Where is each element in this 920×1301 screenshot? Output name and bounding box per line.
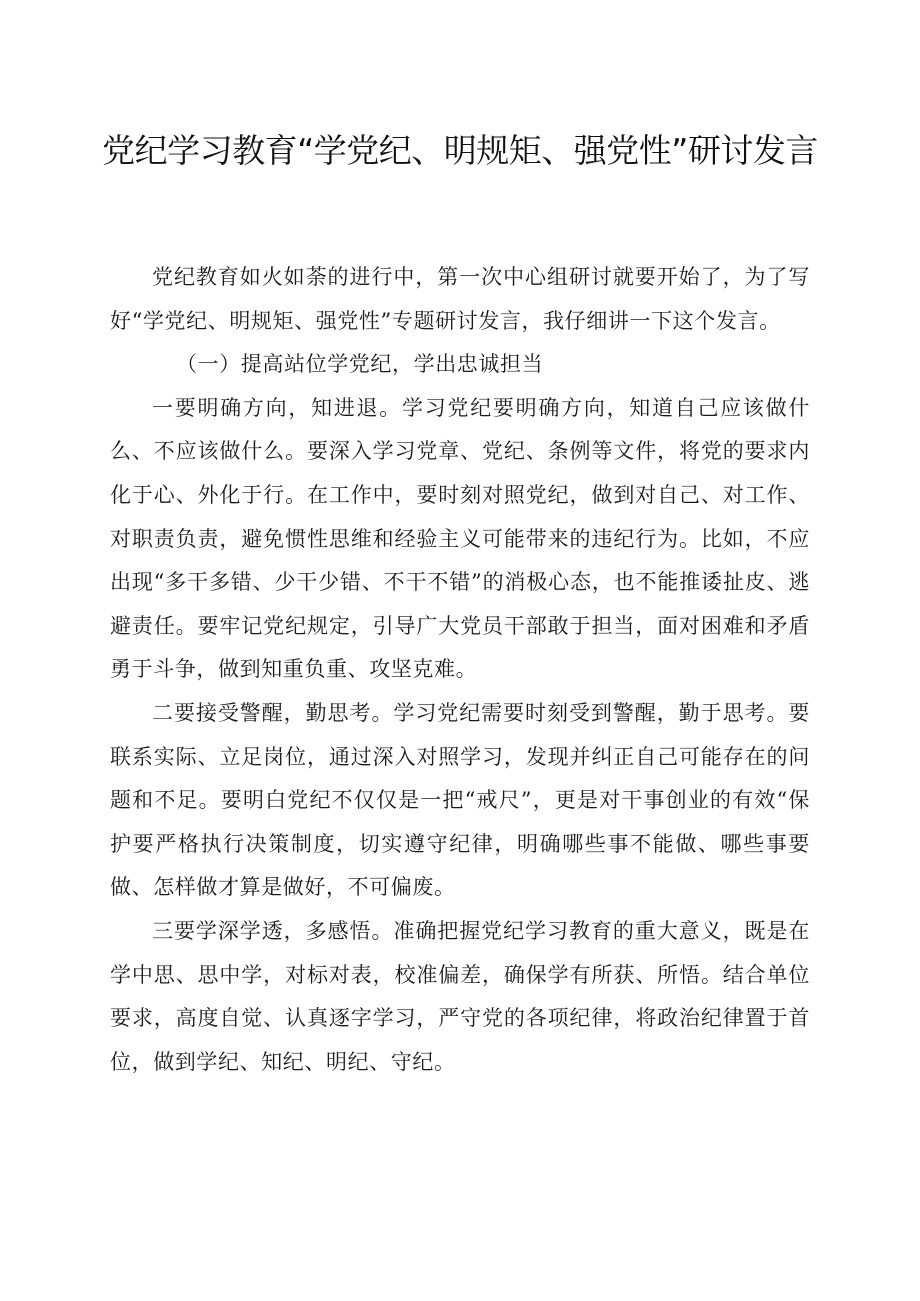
document-title: 党纪学习教育“学党纪、明规矩、强党性”研讨发言 — [102, 131, 818, 170]
body-paragraph-2: 二要接受警醒，勤思考。学习党纪需要时刻受到警醒，勤于思考。要联系实际、立足岗位，通过深入对照学习，发现并纠正自己可能存在的问题和不足。要明白党纪不仅仅是一把“戒尺”，更是对干事创业的有效“保护要严格执行决策制度，切实遵守纪律，明确哪些事不能做、哪些事要做、怎样做才算是做好，不可偏废。 — [110, 700, 810, 900]
body-paragraph-3: 三要学深学透，多感悟。准确把握党纪学习教育的重大意义，既是在学中思、思中学，对标对表，校准偏差，确保学有所获、所悟。结合单位要求，高度自觉、认真逐字学习，严守党的各项纪律，将政治纪律置于首位，做到学纪、知纪、明纪、守纪。 — [110, 918, 810, 1074]
body-paragraph-1: 一要明确方向，知进退。学习党纪要明确方向，知道自己应该做什么、不应该做什么。要深入学习党章、党纪、条例等文件，将党的要求内化于心、外化于行。在工作中，要时刻对照党纪，做到对自己、对工作、对职责负责，避免惯性思维和经验主义可能带来的违纪行为。比如，不应出现“多干多错、少干少错、不干不错”的消极心态，也不能推诿扯皮、逃避责任。要牢记党纪规定，引导广大党员干部敢于担当，面对困难和矛盾勇于斗争，做到知重负重、攻坚克难。 — [110, 395, 810, 682]
section-heading: （一）提高站位学党纪，学出忠诚担当 — [176, 352, 544, 377]
document-body — [110, 256, 810, 1084]
intro-paragraph: 党纪教育如火如荼的进行中，第一次中心组研讨就要开始了，为了写好“学党纪、明规矩、强党性”专题研讨发言，我仔细讲一下这个发言。 — [110, 265, 810, 333]
